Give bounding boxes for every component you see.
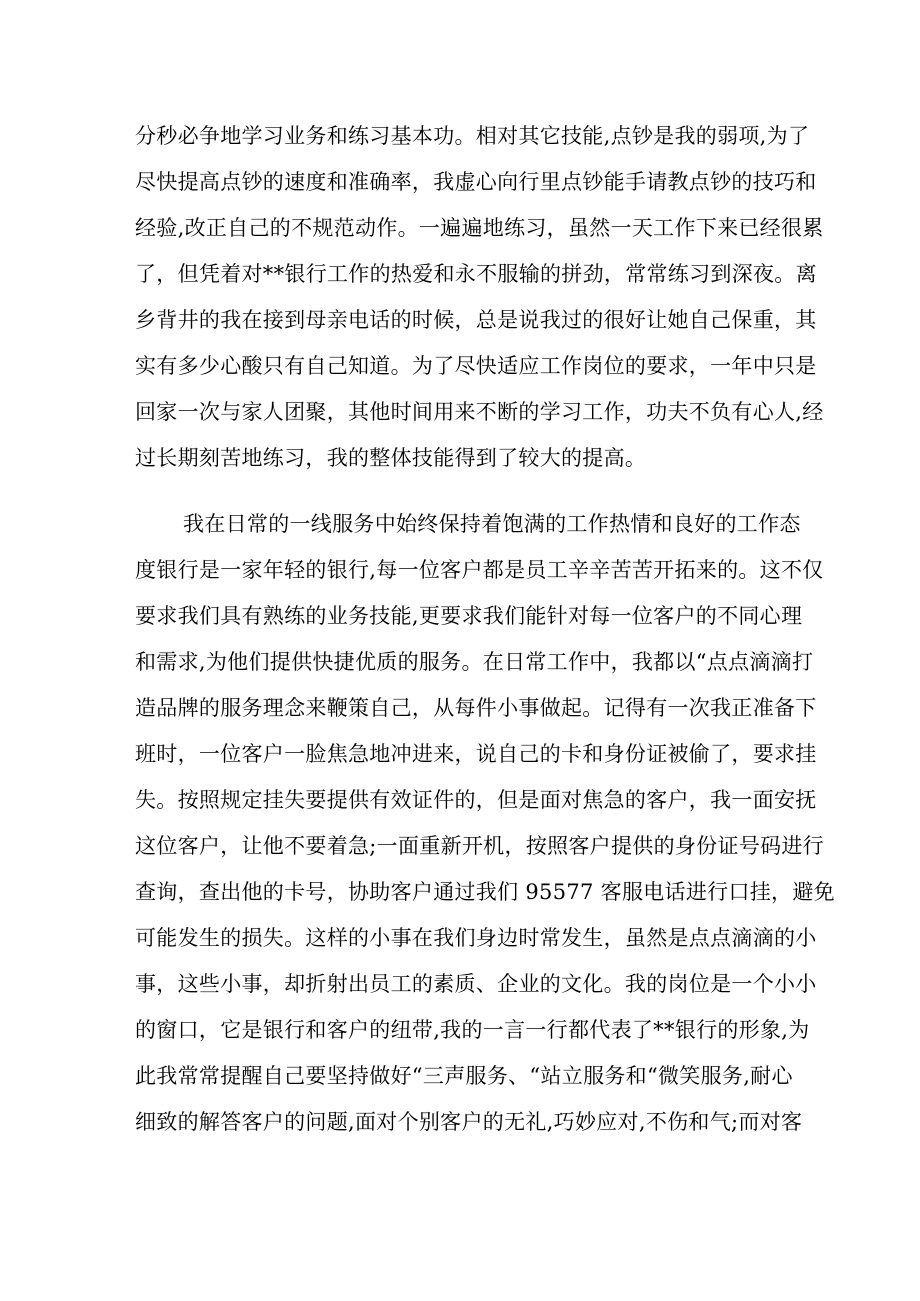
text-line: 要求我们具有熟练的业务技能,更要求我们能针对每一位客户的不同心理 bbox=[135, 604, 803, 628]
text-line: 尽快提高点钞的速度和准确率，我虚心向行里点钞能手请教点钞的技巧和 bbox=[135, 170, 817, 194]
text-line: 此我常常提醒自己要坚持做好“三声服务、“站立服务和“微笑服务,耐心 bbox=[135, 1064, 793, 1088]
text-line: 实有多少心酸只有自己知道。为了尽快适应工作岗位的要求，一年中只是 bbox=[135, 354, 817, 378]
text-line: 班时，一位客户一脸焦急地冲进来，说自己的卡和身份证被偷了，要求挂 bbox=[135, 742, 817, 766]
text-line: 了，但凭着对**银行工作的热爱和永不服输的拼劲，常常练习到深夜。离 bbox=[135, 262, 817, 286]
text-line: 分秒必争地学习业务和练习基本功。相对其它技能,点钞是我的弱项,为了 bbox=[135, 124, 810, 148]
text-line: 细致的解答客户的问题,面对个别客户的无礼,巧妙应对,不伤和气;而对客 bbox=[135, 1110, 803, 1134]
text-line: 经验,改正自己的不规范动作。一遍遍地练习，虽然一天工作下来已经很累 bbox=[135, 216, 824, 240]
text-line: 和需求,为他们提供快捷优质的服务。在日常工作中，我都以“点点滴滴打 bbox=[135, 650, 814, 674]
text-line: 失。按照规定挂失要提供有效证件的，但是面对焦急的客户，我一面安抚 bbox=[135, 788, 817, 812]
text-line: 乡背井的我在接到母亲电话的时候，总是说我过的很好让她自己保重，其 bbox=[135, 308, 817, 332]
text-line: 的窗口，它是银行和客户的纽带,我的一言一行都代表了**银行的形象,为 bbox=[135, 1018, 810, 1042]
text-line: 这位客户，让他不要着急;一面重新开机，按照客户提供的身份证号码进行 bbox=[135, 834, 824, 858]
text-line: 我在日常的一线服务中始终保持着饱满的工作热情和良好的工作态 bbox=[183, 512, 801, 536]
text-line: 过长期刻苦地练习，我的整体技能得到了较大的提高。 bbox=[135, 446, 647, 470]
text-line: 事，这些小事，却折射出员工的素质、企业的文化。我的岗位是一个小小 bbox=[135, 972, 817, 996]
text-line: 度银行是一家年轻的银行,每一位客户都是员工辛辛苦苦开拓来的。这不仅 bbox=[135, 558, 824, 582]
text-line: 查询，查出他的卡号，协助客户通过我们 95577 客服电话进行口挂，避免 bbox=[135, 880, 835, 904]
text-line: 可能发生的损失。这样的小事在我们身边时常发生，虽然是点点滴滴的小 bbox=[135, 926, 817, 950]
text-line: 回家一次与家人团聚，其他时间用来不断的学习工作，功夫不负有心人,经 bbox=[135, 400, 824, 424]
text-line: 造品牌的服务理念来鞭策自己，从每件小事做起。记得有一次我正准备下 bbox=[135, 696, 817, 720]
